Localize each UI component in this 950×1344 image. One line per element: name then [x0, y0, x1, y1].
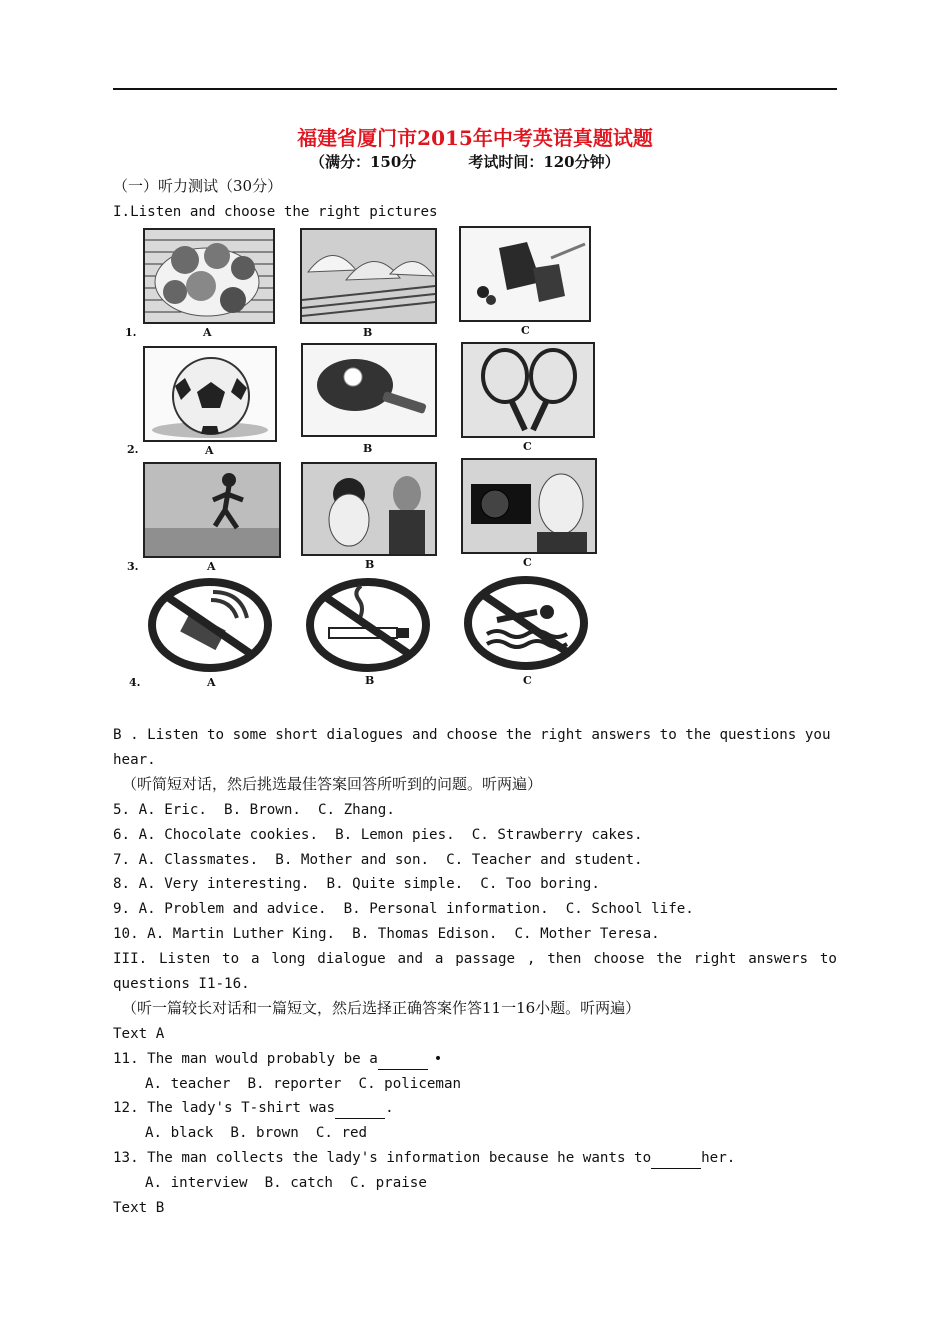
answer-blank[interactable] — [651, 1148, 701, 1169]
soccer-ball-icon — [143, 346, 277, 442]
option-label: A — [207, 676, 216, 689]
row-number: 2. — [127, 443, 139, 456]
answer-blank[interactable] — [378, 1049, 428, 1070]
option-label: B — [363, 326, 373, 339]
part2-instruction-cont: hear. — [113, 752, 156, 768]
text-b-heading: Text B — [113, 1200, 165, 1216]
top-rule — [113, 88, 837, 90]
row-number: 1. — [125, 326, 137, 339]
question-13-options: A. interview B. catch C. praise — [145, 1175, 427, 1191]
option-label: C — [521, 324, 530, 337]
question-11: 11. The man would probably be a • — [113, 1049, 442, 1070]
no-swimming-icon — [463, 576, 589, 674]
dumplings-icon — [300, 228, 437, 324]
option-label: A — [203, 326, 212, 339]
no-smoking-icon — [305, 578, 431, 676]
option-label: C — [523, 556, 532, 569]
text-a-heading: Text A — [113, 1026, 165, 1042]
question-6: 6. A. Chocolate cookies. B. Lemon pies. C. Strawberry cakes. — [113, 827, 643, 843]
option-label: B — [365, 674, 375, 687]
question-7: 7. A. Classmates. B. Mother and son. C. Teacher and student. — [113, 852, 643, 868]
part1-instruction: I.Listen and choose the right pictures — [113, 204, 438, 220]
question-12-options: A. black B. brown C. red — [145, 1125, 368, 1141]
option-label: B — [363, 442, 373, 455]
zongzi-icon — [459, 226, 591, 322]
question-8: 8. A. Very interesting. B. Quite simple. C. Too boring. — [113, 876, 600, 892]
option-label: C — [523, 440, 532, 453]
runner-icon — [143, 462, 281, 558]
tennis-rackets-icon — [461, 342, 595, 438]
question-12: 12. The lady's T-shirt was . — [113, 1098, 394, 1119]
option-label: A — [205, 444, 214, 457]
question-11-options: A. teacher B. reporter C. policeman — [145, 1076, 462, 1092]
part2-instruction: B . Listen to some short dialogues and choose the right answers to the questions you — [113, 727, 831, 743]
photographer-icon — [461, 458, 597, 554]
full-score: （满分：150分 — [310, 153, 417, 171]
question-10: 10. A. Martin Luther King. B. Thomas Edison. C. Mother Teresa. — [113, 926, 660, 942]
cookies-icon — [143, 228, 275, 324]
answer-blank[interactable] — [335, 1098, 385, 1119]
question-5: 5. A. Eric. B. Brown. C. Zhang. — [113, 802, 395, 818]
section-heading: （一）听力测试（30分） — [113, 177, 283, 195]
part3-instruction: III. Listen to a long dialogue and a passage , then choose the right answers to — [113, 951, 837, 967]
page-title: 福建省厦门市2015年中考英语真题试题 — [297, 126, 653, 150]
question-9: 9. A. Problem and advice. B. Personal information. C. School life. — [113, 901, 694, 917]
option-label: B — [365, 558, 375, 571]
makeup-artist-icon — [301, 462, 437, 556]
row-number: 3. — [127, 560, 139, 573]
row-number: 4. — [129, 676, 141, 689]
option-label: A — [207, 560, 216, 573]
ping-pong-paddle-icon — [301, 343, 437, 437]
part2-instruction-cn: （听简短对话，然后挑选最佳答案回答所听到的问题。听两遍） — [122, 775, 543, 793]
part3-instruction-cn: （听一篇较长对话和一篇短文，然后选择正确答案作答11一16小题。听两遍） — [122, 999, 641, 1017]
no-phone-icon — [147, 578, 273, 676]
option-label: C — [523, 674, 532, 687]
part3-instruction-cont: questions I1-16. — [113, 976, 250, 992]
exam-time: 考试时间：120分钟） — [468, 153, 620, 171]
exam-info — [310, 151, 672, 172]
question-13: 13. The man collects the lady's information because he wants to her. — [113, 1148, 735, 1169]
picture-grid — [117, 222, 621, 700]
